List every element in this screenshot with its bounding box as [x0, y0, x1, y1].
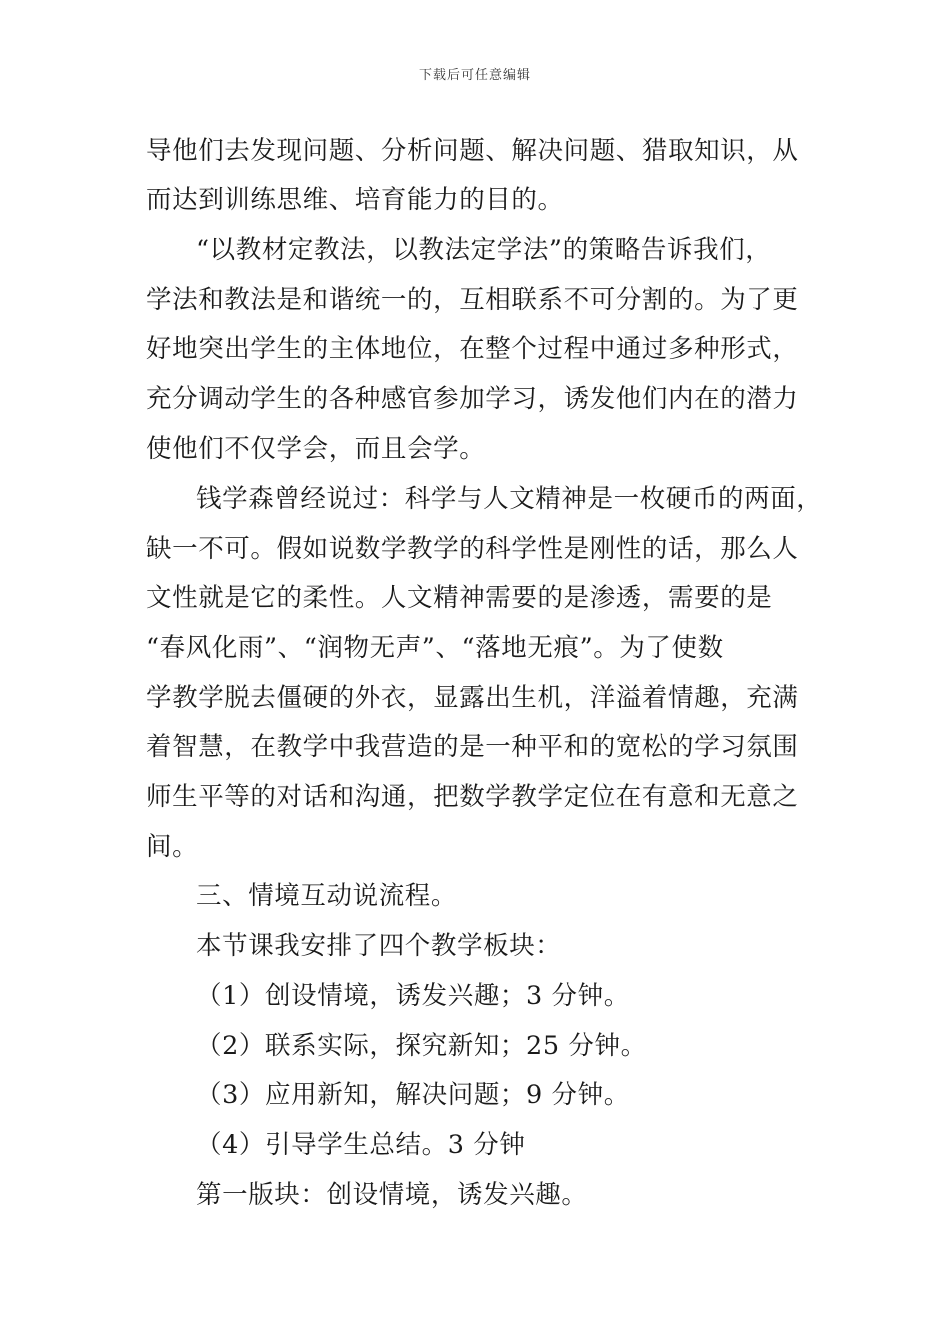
list-item-2: （2）联系实际，探究新知；25 分钟。: [196, 1031, 647, 1061]
section-heading: 三、情境互动说流程。: [196, 881, 458, 911]
text-line-5: 好地突出学生的主体地位，在整个过程中通过多种形式，: [146, 334, 799, 364]
text-line-2: 而达到训练思维、培育能力的目的。: [146, 185, 564, 215]
text-line-6: 充分调动学生的各种感官参加学习，诱发他们内在的潜力: [146, 384, 799, 414]
text-line-17: 本节课我安排了四个教学板块：: [196, 931, 562, 961]
text-line-1: 导他们去发现问题、分析问题、解决问题、猎取知识，从: [146, 136, 799, 166]
text-line-13: 着智慧，在教学中我营造的是一种平和的宽松的学习氛围: [146, 732, 799, 762]
sub-heading: 第一版块：创设情境，诱发兴趣。: [196, 1180, 588, 1210]
text-line-11: “春风化雨”、“润物无声”、“落地无痕”。为了使数: [146, 633, 724, 663]
text-line-4: 学法和教法是和谐统一的，互相联系不可分割的。为了更: [146, 285, 799, 315]
text-line-9: 缺一不可。假如说数学教学的科学性是刚性的话，那么人: [146, 534, 799, 564]
text-line-8: 钱学森曾经说过：科学与人文精神是一枚硬币的两面，: [196, 484, 823, 514]
text-line-3: “以教材定教法，以教法定学法”的策略告诉我们，: [196, 235, 772, 265]
text-line-10: 文性就是它的柔性。人文精神需要的是渗透，需要的是: [146, 583, 773, 613]
list-item-3: （3）应用新知，解决问题；9 分钟。: [196, 1080, 630, 1110]
text-line-12: 学教学脱去僵硬的外衣，显露出生机，洋溢着情趣，充满: [146, 683, 799, 713]
text-line-15: 间。: [146, 832, 199, 862]
page-header: 下载后可任意编辑: [418, 68, 531, 83]
text-line-7: 使他们不仅学会，而且会学。: [146, 434, 486, 464]
list-item-4: （4）引导学生总结。3 分钟: [196, 1130, 526, 1160]
list-item-1: （1）创设情境，诱发兴趣；3 分钟。: [196, 981, 630, 1011]
text-line-14: 师生平等的对话和沟通，把数学教学定位在有意和无意之: [146, 782, 799, 812]
